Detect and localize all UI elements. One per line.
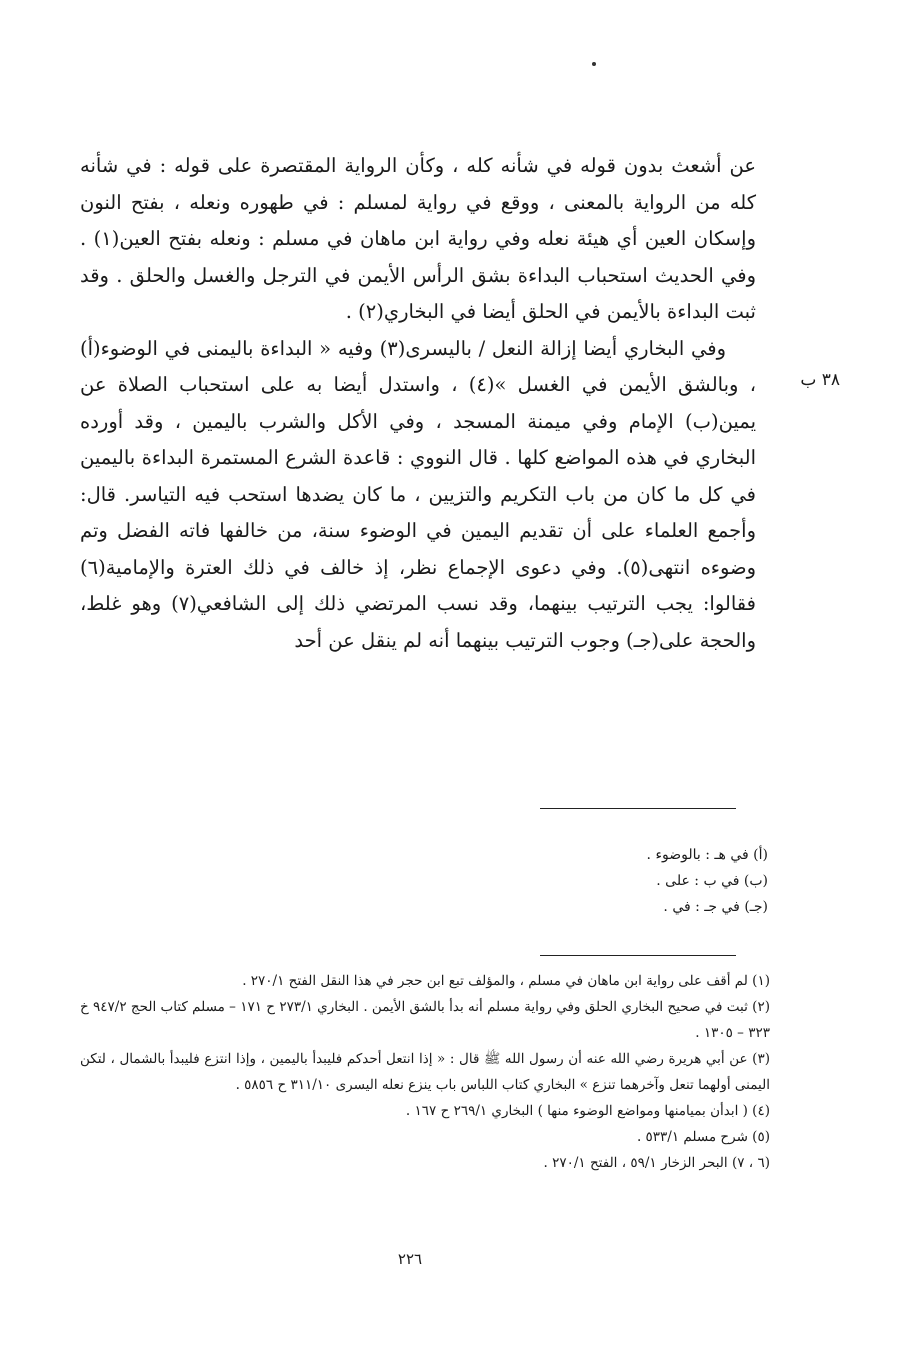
footnote: (٣) عن أبي هريرة رضي الله عنه أن رسول الله ﷺ قال : « إذا انتعل أحدكم فليبدأ باليمين ، وإذا انتزع فليبدأ بالشمال ، لتكن اليمنى أولهما تنعل وآخرهما تنزع » البخاري كتاب اللباس باب ينزع نعله اليسرى ٣١١/١٠ ح ٥٨٥٦ . bbox=[80, 1051, 770, 1093]
main-paragraph-1: عن أشعث بدون قوله في شأنه كله ، وكأن الرواية المقتصرة على قوله : في شأنه كله من الرواية بالمعنى ، ووقع في رواية لمسلم : في طهوره ونعله ، بفتح النون وإسكان العين أي هيئة نعله وفي رواية ابن ماهان في مسلم : ونعله بفتح العين(١) . وفي الحديث استحباب البداءة بشق الرأس الأيمن في الترجل والغسل والحلق . وقد ثبت البداءة بالأيمن في الحلق أيضا في البخاري(٢) . bbox=[80, 154, 756, 323]
footnotes-block bbox=[80, 968, 770, 1176]
variant-note: (أ) في هـ : بالوضوء . bbox=[646, 847, 768, 863]
folio-margin-note: ٣٨ ب bbox=[800, 370, 840, 390]
page-number: ٢٢٦ bbox=[397, 1250, 423, 1268]
footnote: (١) لم أقف على رواية ابن ماهان في مسلم ، والمؤلف تبع ابن حجر في هذا النقل الفتح ٢٧٠/١ . bbox=[242, 973, 770, 989]
manuscript-variant-notes bbox=[400, 842, 768, 920]
variant-note: (جـ) في جـ : في . bbox=[663, 899, 768, 915]
variants-separator bbox=[540, 808, 736, 809]
footnote: (٦ ، ٧) البحر الزخار ٥٩/١ ، الفتح ٢٧٠/١ . bbox=[543, 1155, 770, 1171]
footnote: (٥) شرح مسلم ٥٣٣/١ . bbox=[636, 1129, 770, 1145]
main-paragraph-2: وفي البخاري أيضا إزالة النعل / باليسرى(٣) وفيه « البداءة باليمنى في الوضوء(أ) ، وبالشق الأيمن في الغسل »(٤) ، واستدل أيضا به على استحباب الصلاة عن يمين(ب) الإمام وفي ميمنة المسجد ، وفي الأكل والشرب باليمين ، وقد أورده البخاري في هذه المواضع كلها . قال النووي : قاعدة الشرع المستمرة البداءة باليمين في كل ما كان من باب التكريم والتزيين ، ما كان يضدها استحب فيه التياسر. قال: وأجمع العلماء على أن تقديم اليمين في الوضوء سنة، من خالفها فاته الفضل وتم وضوءه انتهى(٥). وفي دعوى الإجماع نظر، إذ خالف في ذلك العترة والإمامية(٦) فقالوا: يجب الترتيب بينهما، وقد نسب المرتضي ذلك إلى الشافعي(٧) وهو غلط، والحجة على(جـ) وجوب الترتيب بينهما أنه لم ينقل عن أحد bbox=[80, 336, 757, 652]
footnotes-separator bbox=[540, 955, 736, 956]
footnote: (٢) ثبت في صحيح البخاري الحلق وفي رواية مسلم أنه بدأ بالشق الأيمن . البخاري ٢٧٣/١ ح ١٧١ – مسلم كتاب الحج ٩٤٧/٢ خ ٣٢٣ – ١٣٠٥ . bbox=[80, 999, 770, 1041]
variant-note: (ب) في ب : على . bbox=[656, 873, 768, 889]
print-speck bbox=[592, 62, 596, 66]
main-text-block bbox=[80, 148, 756, 659]
footnote: (٤) ( ابدأن بميامنها ومواضع الوضوء منها ) البخاري ٢٦٩/١ ح ١٦٧ . bbox=[405, 1103, 770, 1119]
